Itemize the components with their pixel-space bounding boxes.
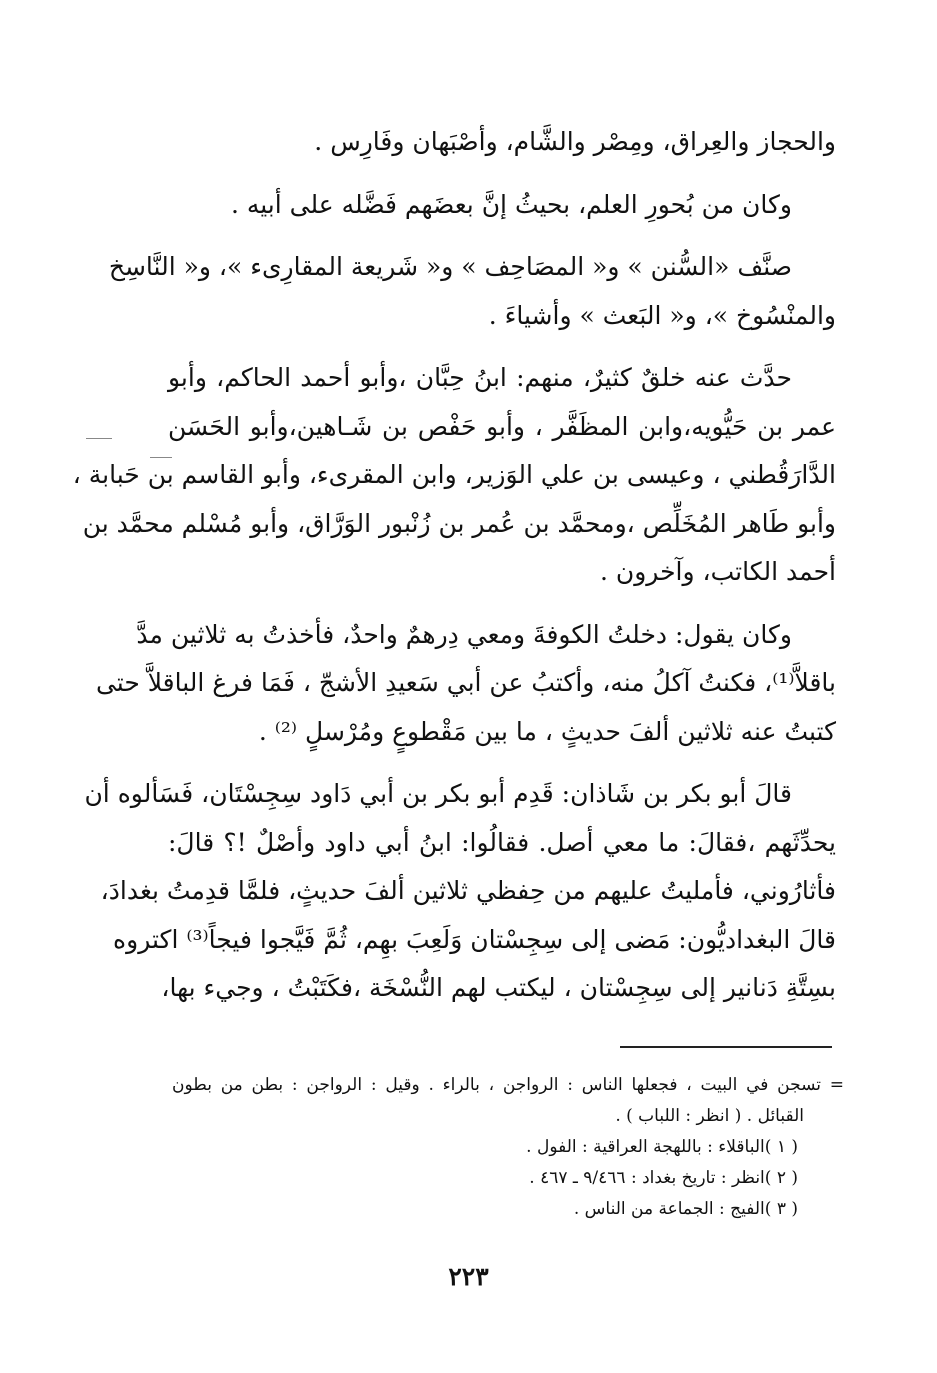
text-line: صنَّف «السُّنن » و« المصَاحِف » و« شَريعة المقارِىء »، و« النَّاسِخ (108, 252, 792, 281)
margin-mark (86, 438, 112, 439)
footnote-line: القبائل . ( انظر : اللباب ) . (615, 1106, 804, 1126)
paragraph (168, 118, 836, 167)
text-line: وأبو طَاهر المُخَلِّص ،ومحمَّد بن عُمر بن زُنْبور الوَرَّاق، وأبو مُسْلم محمَّد بن (82, 508, 836, 538)
footnote-line: ( ٢ )انظر : تاريخ بغداد : ٩/٤٦٦ ـ ٤٦٧ . (529, 1168, 798, 1188)
text-line: وكان يقول: دخلتُ الكوفةَ ومعي دِرهمٌ واحدٌ، فأخذتُ به ثلاثين مدَّ (136, 619, 792, 649)
paragraph (168, 181, 836, 230)
paragraph (108, 243, 836, 340)
text-line: باقلاَّ⁽¹⁾، فكنتُ آكلُ منه، وأكتبُ عن أبي سَعيدِ الأشجّ ، فَمَا فرغ الباقلاَّ حتى (95, 668, 836, 697)
page-number: ٢٢٣ (448, 1262, 489, 1291)
footnote-line: ( ١ )الباقلاء : باللهجة العراقية : الفول . (526, 1137, 798, 1157)
footnote-line: = تسجن في البيت ، فجعلها الناس : الرواجن ، بالراء . وقيل : الرواجن : بطن من بطون (172, 1075, 844, 1095)
paragraph (72, 354, 836, 597)
paragraph (95, 611, 836, 757)
text-line: قالَ البغداديُّون: مَضى إلى سِجِسْتان وَلَعِبَ بهِم، ثُمَّ فَيَّجوا فيجاً⁽³⁾ اكتروه (113, 924, 836, 954)
text-line: حدَّث عنه خلقٌ كثيرٌ، منهم: ابنُ حِبَّان ،وأبو أحمد الحاكم، وأبو (168, 363, 792, 392)
text-line: بسِتَّةِ دَنانير إلى سِجِسْتان ، ليكتب لهم النُّسْخَة ،فكَتَبْتُ ، وجيء بها، (161, 973, 836, 1002)
text-line: والمنْسُوخ »، و« البَعث » وأشياءَ . (488, 300, 836, 330)
text-line: أحمد الكاتب، وآخرون . (599, 557, 836, 586)
text-line: والحجاز والعِراق، ومِصْر والشَّام، وأصْبَهان وفَارِس . (314, 127, 836, 156)
footnote-separator (620, 1046, 832, 1048)
paragraph (84, 770, 836, 1013)
footnotes (172, 1070, 844, 1225)
main-text (72, 118, 836, 1027)
text-line: عمر بن حَيُّويه،وابن المظَفَّر ، وأبو حَفْص بن شَـاهين،وأبو الحَسَن (168, 411, 836, 441)
footnote-line: ( ٣ )الفيج : الجماعة من الناس . (573, 1199, 798, 1219)
text-line: يحدِّثَهم ،فقالَ: ما معي أصل. فقالُوا: ابنُ أبي داود وأصْلٌ !؟ قالَ: (168, 827, 836, 857)
text-line: فأثارُوني، فأمليتُ عليهم من حِفظي ثلاثين ألفَ حديثٍ، فلمَّا قدِمتُ بغدادَ، (100, 876, 836, 905)
text-line: كتبتُ عنه ثلاثين ألفَ حديثٍ ، ما بين مَقْطوعٍ ومُرْسلٍ ⁽²⁾ . (258, 716, 836, 746)
text-line: قالَ أبو بكر بن شَاذان: قَدِم أبو بكر بن أبي دَاود سِجِسْتَان، فَسَألوه أن (84, 779, 792, 808)
text-line: وكان من بُحورِ العلم، بحيثُ إنَّ بعضَهم فَضَّله على أبيه . (230, 189, 792, 219)
text-line: الدَّارَقُطني ، وعيسى بن علي الوَزير، وابن المقرىء، وأبو القاسم بن حَبابة ، (72, 460, 836, 489)
